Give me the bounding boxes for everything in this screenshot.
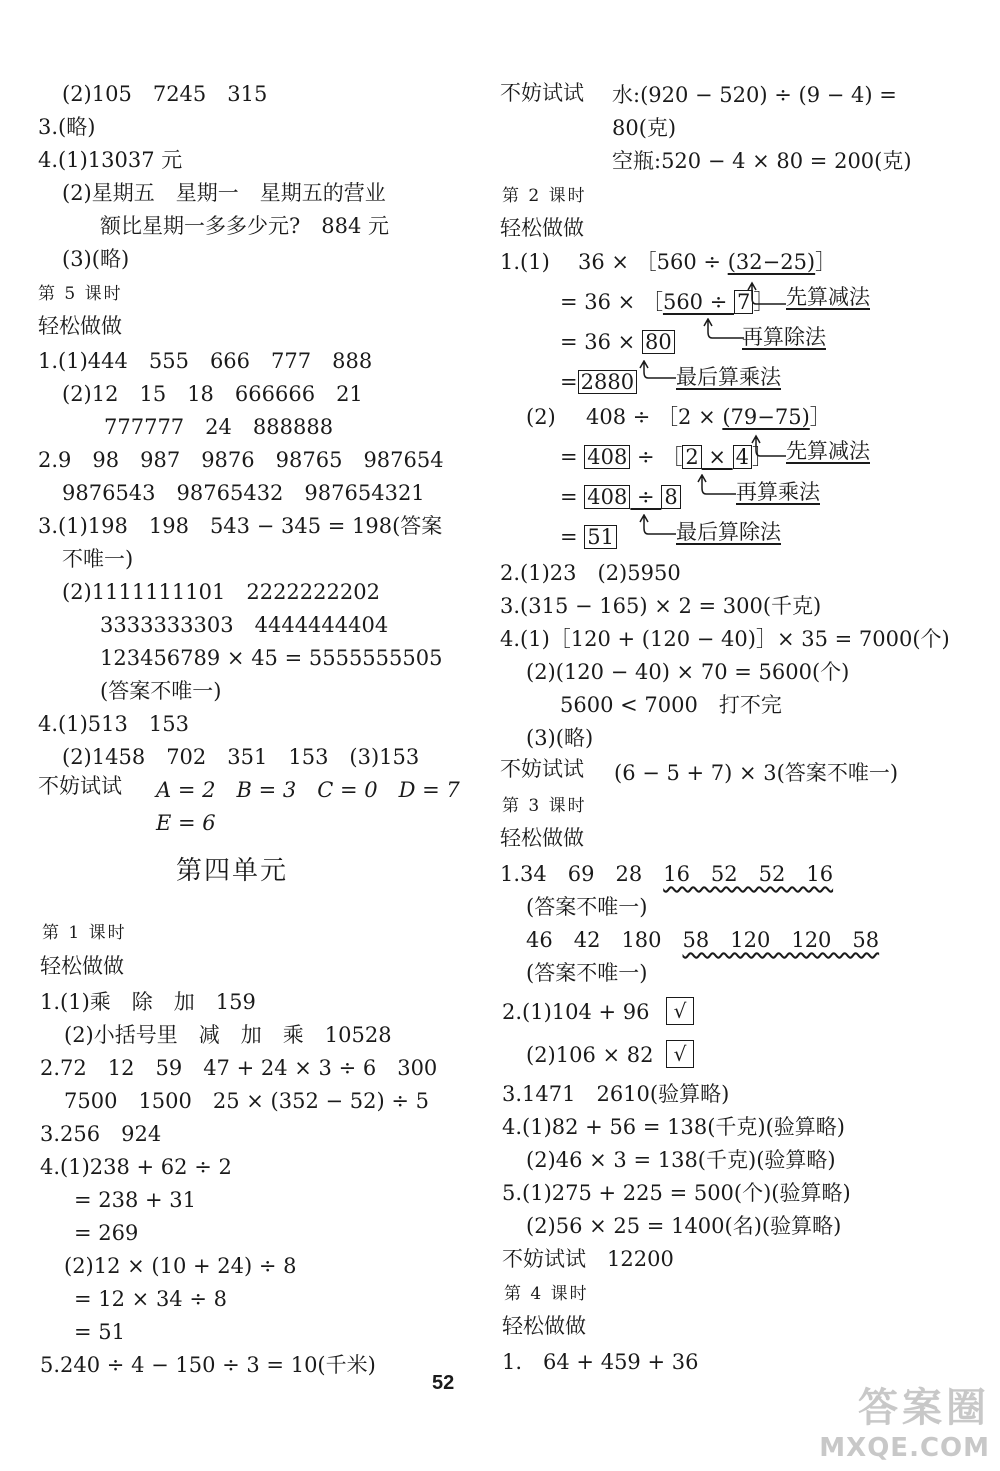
answer-line: 9876543 98765432 987654321 [62,481,425,505]
answer-line: 7500 1500 25 × (352 − 52) ÷ 5 [64,1089,429,1113]
answer-line: (2)1111111101 2222222202 [62,580,380,604]
page-number: 52 [432,1372,455,1394]
section-heading: 不妨试试 [500,757,584,781]
answer-line: 777777 24 888888 [104,415,334,439]
expression-step: 408 ÷ ［2 × (79−75)］ [586,405,831,429]
answer-line: (答案不唯一) [526,895,648,919]
expression-step: = 51 [560,524,617,550]
answer-line: 5.240 ÷ 4 − 150 ÷ 3 = 10(千米) [40,1353,376,1377]
answer-line: 2.(1)23 (2)5950 [500,561,681,585]
problem-number: (2) [526,405,556,429]
answer-line: 5600 < 7000 打不完 [560,693,782,717]
section-heading: 轻松做做 [502,1314,586,1338]
step-note: 再算除法 [742,325,826,349]
answer-line: 1.(1)乘 除 加 159 [40,990,256,1014]
answer-line: (2)105 7245 315 [62,82,268,106]
answer-line: (3)(略) [526,726,594,750]
answer-line: 水:(920 − 520) ÷ (9 − 4) = [612,83,897,107]
unit-title: 第四单元 [176,856,289,886]
arrow-icon [680,474,740,518]
answer-line: 123456789 × 45 = 5555555505 [100,646,443,670]
answer-line: = 51 [74,1320,125,1344]
answer-line: (3)(略) [62,247,130,271]
expression-step: 36 × ［560 ÷ (32−25)］ [578,250,837,274]
checkmark-icon: √ [666,997,694,1025]
answer-line: 额比星期一多多少元? 884 元 [100,214,390,238]
answer-line: 3.(略) [38,115,96,139]
expression-step: = 408 ÷ 8 [560,484,681,510]
answer-line: (答案不唯一) [100,679,222,703]
answer-line: (答案不唯一) [526,961,648,985]
answer-line: 46 42 180 58 120 120 58 [526,928,880,952]
step-note: 先算减法 [786,439,870,463]
watermark-text: 答案圈 [858,1385,990,1431]
answer-line: = 269 [74,1221,139,1245]
watermark [819,1376,990,1463]
answer-line: (2)12 15 18 666666 21 [62,382,363,406]
answer-line: (2)(120 − 40) × 70 = 5600(个) [526,660,850,684]
section-heading: 不妨试试 [500,81,584,105]
answer-line: 1.34 69 28 16 52 52 16 [500,862,834,886]
answer-line: 2.72 12 59 47 + 24 × 3 ÷ 6 300 [40,1056,438,1080]
answer-line: 5.(1)275 + 225 = 500(个)(验算略) [502,1181,851,1205]
step-note: 再算乘法 [736,480,820,504]
answer-line: A = 2 B = 3 C = 0 D = 7 [156,778,460,802]
answer-line: E = 6 [156,811,216,835]
answer-line: (2)星期五 星期一 星期五的营业 [62,181,386,205]
answer-line: 1.(1)444 555 666 777 888 [38,349,373,373]
lesson-heading: 第 1 课时 [42,923,127,943]
answer-line: 80(克) [612,116,677,140]
answer-line: 4.(1)82 + 56 = 138(千克)(验算略) [502,1115,845,1139]
section-heading: 轻松做做 [40,954,124,978]
expression-step: = 36 × ［560 ÷ 7 ］ [560,290,775,314]
arrow-icon [688,318,748,362]
answer-line: = 12 × 34 ÷ 8 [74,1287,227,1311]
answer-line: (2)小括号里 减 加 乘 10528 [64,1023,392,1047]
expression-step: = 408 ÷ ［ 2 × 4 ］ [560,445,774,469]
answer-line: 4.(1)238 + 62 ÷ 2 [40,1155,232,1179]
arrow-icon [626,360,680,404]
answer-line: 不唯一) [62,547,134,571]
watermark-url: MXQE.COM [819,1433,990,1463]
answer-line: 不妨试试 12200 [502,1247,674,1271]
answer-line: 4.(1)513 153 [38,712,189,736]
answer-line: 3.1471 2610(验算略) [502,1082,730,1106]
answer-line: 1. 64 + 459 + 36 [502,1350,699,1374]
answer-line: 3.256 924 [40,1122,162,1146]
section-heading: 轻松做做 [38,314,122,338]
answer-line: (2)56 × 25 = 1400(名)(验算略) [526,1214,842,1238]
answer-line: 3.(1)198 198 543 − 345 = 198(答案 [38,514,443,538]
answer-line: 3.(315 − 165) × 2 = 300(千克) [500,594,822,618]
expression-step: = 36 × 80 [560,329,675,355]
answer-line: 空瓶:520 − 4 × 80 = 200(克) [612,149,912,173]
expression-step: = 2880 [560,369,637,395]
answer-line: 2.(1)104 + 96 [502,1000,650,1024]
section-heading: 轻松做做 [500,826,584,850]
answer-line: = 238 + 31 [74,1188,197,1212]
answer-line: 4.(1)13037 元 [38,148,183,172]
answer-line: 2.9 98 987 9876 98765 987654 [38,448,444,472]
lesson-heading: 第 3 课时 [502,796,587,816]
section-heading: 轻松做做 [500,216,584,240]
answer-line: 4.(1)［120 + (120 − 40)］× 35 = 7000(个) [500,627,950,651]
lesson-heading: 第 4 课时 [504,1284,589,1304]
arrow-icon [624,514,680,558]
section-heading: 不妨试试 [38,774,122,798]
answer-line: (2)106 × 82 [526,1043,654,1067]
lesson-heading: 第 2 课时 [502,186,587,206]
answer-line: (6 − 5 + 7) × 3(答案不唯一) [614,761,899,785]
lesson-heading: 第 5 课时 [38,284,123,304]
step-note: 最后算除法 [676,520,781,544]
checkmark-icon: √ [666,1040,694,1068]
step-note: 最后算乘法 [676,365,781,389]
step-note: 先算减法 [786,285,870,309]
answer-line: 3333333303 4444444404 [100,613,389,637]
answer-line: (2)12 × (10 + 24) ÷ 8 [64,1254,297,1278]
answer-line: (2)46 × 3 = 138(千克)(验算略) [526,1148,836,1172]
answer-line: (2)1458 702 351 153 (3)153 [62,745,420,769]
problem-number: 1.(1) [500,250,550,274]
